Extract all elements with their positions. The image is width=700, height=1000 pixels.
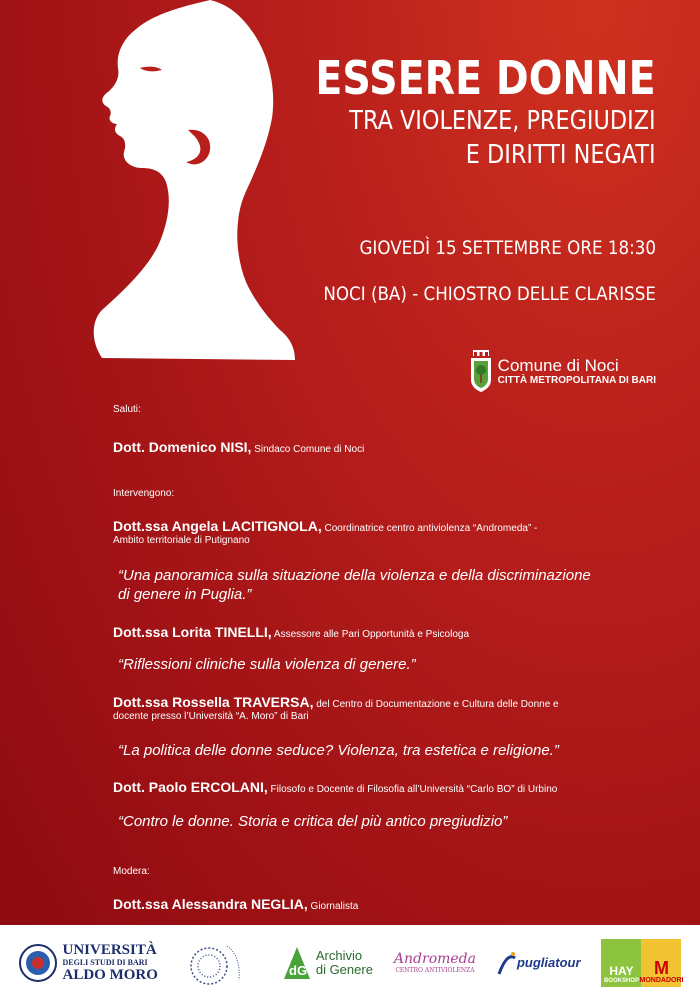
comune-subtitle: CITTÀ METROPOLITANA DI BARI: [497, 374, 656, 386]
archivio-di-genere-logo: [280, 933, 373, 993]
hay-subtitle: BOOKSHOP: [603, 977, 639, 984]
subtitle-line-1: TRA VIOLENZE, PREGIUDIZI: [349, 106, 656, 136]
uniba-line-3: ALDO MORO: [62, 966, 158, 983]
speaker-3-role-2: docente presso l’Università “A. Moro” di Bari: [113, 711, 309, 722]
circular-swirl-logo-icon: [179, 938, 259, 988]
speaker-role: Coordinatrice centro antiviolenza “Andromeda” -: [321, 523, 538, 534]
intervengono-label: Intervengono:: [113, 488, 175, 499]
speaker-3: [113, 695, 559, 712]
moderator: [113, 897, 358, 914]
pugliatour-swoosh-icon: [497, 948, 517, 978]
speaker-name: Dott.ssa Angela LACITIGNOLA,: [113, 518, 322, 534]
archivio-line-2: di Genere: [315, 961, 373, 977]
uniba-line-2: DEGLI STUDI DI BARI: [62, 957, 148, 967]
cultural-center-logo: [179, 933, 259, 993]
sponsor-footer: [0, 925, 700, 1000]
speaker-role: Filosofo e Docente di Filosofia all’Università “Carlo BO” di Urbino: [267, 784, 558, 795]
andromeda-name: Andromeda: [393, 951, 476, 967]
svg-text:dG: dG: [288, 962, 307, 978]
speaker-role: Sindaco Comune di Noci: [251, 444, 365, 455]
speaker-2-quote: “Riflessioni cliniche sulla violenza di genere.”: [118, 656, 416, 673]
mondadori-box: [639, 939, 684, 987]
speaker-1: [113, 519, 537, 536]
mondadori-name: MONDADORI: [639, 976, 684, 984]
subtitle-line-2: E DIRITTI NEGATI: [466, 140, 656, 170]
speaker-role: del Centro di Documentazione e Cultura delle Donne e: [313, 699, 559, 710]
modera-label: Modera:: [113, 866, 150, 877]
andromeda-logo: [394, 933, 476, 993]
speaker-name: Dott. Paolo ERCOLANI,: [113, 779, 268, 795]
hay-name: HAY: [609, 963, 634, 978]
speaker-name: Dott.ssa Lorita TINELLI,: [113, 624, 272, 640]
pugliatour-name: pugliatour: [516, 955, 581, 970]
saluti-label: Saluti:: [113, 404, 141, 415]
speaker-role: Giornalista: [307, 901, 359, 912]
comune-logo: [470, 350, 656, 392]
archivio-triangle-icon: [280, 943, 314, 983]
speaker-role: Assessore alle Pari Opportunità e Psicologa: [271, 629, 470, 640]
speaker-4: [113, 780, 557, 797]
uniba-line-1: UNIVERSITÀ: [62, 941, 157, 958]
title-block: [260, 52, 656, 172]
speaker-name: Dott.ssa Rossella TRAVERSA,: [113, 694, 314, 710]
hay-bookshop-box: [601, 939, 641, 987]
hay-mondadori-logo: [601, 933, 684, 993]
speaker-3-quote: “La politica delle donne seduce? Violenza, tra estetica e religione.”: [118, 742, 559, 759]
speaker-1-role-2: Ambito territoriale di Putignano: [113, 535, 250, 546]
saluti-speaker: [113, 440, 364, 457]
pugliatour-logo: [497, 933, 581, 993]
woman-profile-silhouette: [40, 0, 295, 360]
page-title: ESSERE DONNE: [315, 51, 656, 105]
uniba-seal-icon: [18, 943, 58, 983]
mondadori-m-icon: M: [653, 957, 669, 978]
speaker-4-quote: “Contro le donne. Storia e critica del più antico pregiudizio”: [118, 813, 508, 830]
event-date: GIOVEDÌ 15 SETTEMBRE ORE 18:30: [359, 237, 656, 259]
event-place: NOCI (BA) - CHIOSTRO DELLE CLARISSE: [323, 283, 656, 305]
speaker-1-quote-1: “Una panoramica sulla situazione della violenza e della discriminazione: [118, 567, 591, 584]
comune-name: Comune di Noci: [497, 355, 619, 375]
speaker-2: [113, 625, 469, 642]
archivio-line-1: Archivio: [315, 947, 363, 963]
uniba-logo: [18, 933, 157, 993]
speaker-name: Dott.ssa Alessandra NEGLIA,: [113, 896, 308, 912]
speaker-1-quote-2: di genere in Puglia.”: [118, 586, 252, 603]
speaker-name: Dott. Domenico NISI,: [113, 439, 252, 455]
andromeda-subtitle: CENTRO ANTIVIOLENZA: [395, 967, 475, 974]
city-crest-icon: [470, 350, 492, 392]
